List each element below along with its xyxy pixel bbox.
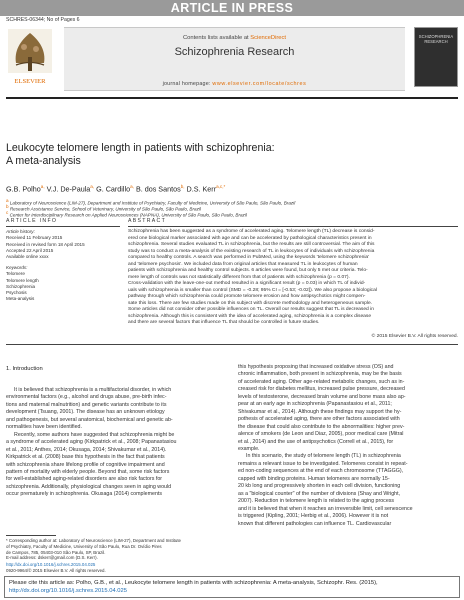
article-info-rule (6, 226, 120, 227)
title-line-1: Leukocyte telomere length in patients with schizophrenia: (6, 142, 275, 154)
keyword: Schizophrenia (6, 283, 36, 289)
body-line: levels of testosterone, decreased brain volume and bone mass also ap- (238, 393, 406, 400)
abstract-rule (128, 226, 458, 227)
citation-box (4, 576, 460, 598)
history-entry: Received 11 February 2015 (6, 235, 63, 241)
issn-line: 0920-9964/© 2015 Elsevier B.V. All rights reserved. (6, 567, 106, 573)
abstract-line: mere length of controls was not statistically different from that of patients with schizophrenia (p = 0.07). (128, 274, 350, 280)
keyword: Psychosis (6, 290, 27, 296)
body-line: of accelerated aging. Other age-related metabolic changes, such as in- (238, 378, 405, 385)
body-line: and it is believed that when it reaches an irreversible limit, cell senescence (238, 505, 413, 512)
corresponding-author-footnote (6, 538, 226, 561)
affiliation-text: Laboratory of Neuroscience (LIM-27), Department and Institute of Psychiatry, Faculty of Medicine, University of São Paulo, São Paulo, Brazil (9, 200, 296, 206)
body-line: example. (238, 445, 260, 452)
abstract-line: Cross-validation with the leave-one-out method resulted in a significant result (p = 0.03) in which TL of individ- (128, 281, 366, 286)
body-line: pattern of mortality with elderly people. Beyond that, some risk factors (6, 468, 170, 475)
author-name[interactable]: G. Cardillo (96, 184, 131, 194)
body-line: schizophrenia. Additionally, physiological changes seen in aging would (6, 483, 172, 490)
author-list (6, 184, 225, 193)
body-line: et al., 2011; Anthes, 2014; Okusaga, 2014; Shivakumar et al., 2014). (6, 446, 167, 453)
keyword: Telomere (6, 271, 25, 277)
body-line: alence of smokers (de Leon and Diaz, 2005), poor medical care (Mitral (238, 431, 404, 438)
cover-label: SCHIZOPHRENIA RESEARCH (418, 34, 454, 44)
sciencedirect-link[interactable]: ScienceDirect (250, 35, 287, 41)
journal-masthead (6, 27, 458, 91)
article-in-press-banner (0, 0, 464, 16)
citation-doi-link[interactable]: http://dx.doi.org/10.1016/j.schres.2015.04.025 (9, 588, 127, 595)
body-line: chronic inflammation, both present in schizophrenia, may be the basis (238, 371, 402, 378)
body-line: for well-established aging-related disorders are also risk factors for (6, 476, 163, 483)
abstract-heading: ABSTRACT (128, 218, 167, 224)
abstract-line: ered one biological marker associated with age and can be accelerated by pathological characteristics present in (128, 235, 372, 241)
journal-cover-thumbnail (414, 27, 458, 87)
homepage-line (64, 81, 405, 87)
body-line: occur prematurely in schizophrenia. Okusaga (2014) complements (6, 491, 163, 498)
affiliation-mark: b (6, 204, 9, 209)
abstract-line: and there are several factors that influence TL that should be controlled in future studies. (128, 320, 320, 325)
abstract-line: schizophrenia. Although this is consistent with the idea of accelerated aging, schizophrenia is a complex disease (128, 313, 372, 319)
history-entry: Accepted 22 April 2015 (6, 247, 54, 253)
copyright-notice: © 2015 Elsevier B.V. All rights reserved. (371, 334, 458, 339)
keywords (6, 265, 39, 303)
body-line: Shivakumar et al., 2014). Although these findings may support the hy- (238, 408, 402, 415)
footnote-email[interactable]: E-mail address: dskerr@gmail.com (D.S. Kerr). (6, 555, 98, 561)
author-affiliation-mark: b, (180, 184, 185, 189)
history-entry: Available online xxxx (6, 254, 49, 260)
affiliation-mark: c (6, 210, 9, 215)
author-affiliation-mark: a,c,* (216, 184, 226, 189)
body-line: normalities have been identified. (6, 424, 82, 431)
author-name[interactable]: D.S. Kerr (186, 184, 217, 194)
body-column-right (238, 364, 458, 528)
body-line: creased risk for diabetes mellitus, increased pulse pressure, decreased (238, 386, 405, 393)
body-line: tions and maternal malnutrition) and genetic variants contribute to its (6, 401, 167, 408)
footnote-line: of Psychiatry, Faculty of Medicine, University of São Paulo, Rua Dr. Ovídio Pires (6, 543, 162, 549)
body-line: and pathogenesis, but several anatomical, biochemical and genetic ab- (6, 416, 173, 423)
author-name[interactable]: V.J. De-Paula (46, 184, 91, 194)
body-line: environmental factors (e.g., alcohol and drugs abuse, pre-birth infec- (6, 394, 167, 401)
section-title-introduction: 1. Introduction (6, 366, 43, 372)
article-info-heading: ARTICLE INFO (6, 218, 58, 224)
abstract-line: pathway through which schizophrenia could promote telomere erosion and how antipsychotics might compen- (128, 294, 366, 299)
keyword: Meta-analysis (6, 296, 35, 302)
citation-text: Please cite this article as: Polho, G.B., et al., Leukocyte telomere length in patients with schizophrenia: A meta-analysis, Schizophr. Res. (2015), (9, 580, 378, 586)
doi-link[interactable]: http://dx.doi.org/10.1016/j.schres.2015.04.025 (6, 562, 96, 567)
body-line: It is believed that schizophrenia is a multifactorial disorder, in which (14, 387, 172, 393)
body-line: is triggered (Kipling, 2001; Herbig et al., 2006). However it is not (238, 513, 389, 520)
keyword: Telomere length (6, 277, 39, 283)
body-line: Recently, some authors have suggested that schizophrenia might be (14, 431, 175, 438)
homepage-link[interactable]: www.elsevier.com/locate/schres (212, 81, 307, 87)
homepage-prefix: journal homepage: (162, 81, 213, 87)
abstract-line: sate this loss. There are few studies made on this subject with discrete methodology and heterogeneous sample. (128, 300, 373, 306)
affiliation (6, 210, 247, 218)
abstract-line: Some articles did not consider other possible influences on TL. Overall our results suggest that TL is decreased in (128, 307, 374, 312)
doi-block (6, 562, 106, 574)
title-line-2: A meta-analysis (6, 155, 81, 168)
body-line: 20 kb long and progressively shorten in each cell division, functioning (238, 483, 401, 490)
keywords-heading: Keywords: (6, 265, 28, 270)
history-heading: Article history: (6, 229, 35, 234)
abstract-line: and 'telomere psychosis'. We included data from original articles that measured TL in leukocytes of human (128, 261, 358, 267)
abstract-line: study was to conduct a meta-analysis of the existing research of TL in leukocytes of individuals with schizophrenia (128, 248, 375, 254)
banner-text: ARTICLE IN PRESS (170, 1, 294, 15)
body-line: In this scenario, the study of telomere length (TL) in schizophrenia (246, 453, 401, 460)
author-name[interactable]: B. dos Santos (135, 184, 181, 194)
author-affiliation-mark: a, (130, 184, 134, 189)
article-title (6, 142, 458, 169)
abstract-line: schizophrenia. Several studies evaluated TL in schizophrenia, but the results are still controversial. The aim of this (128, 242, 375, 247)
abstract-line: Schizophrenia has been suggested as a syndrome of accelerated aging. Telomere length (TL) decrease is consid- (128, 229, 375, 234)
history-entry: Received in revised form 18 April 2015 (6, 241, 85, 247)
footnote-line: * Corresponding author at: Laboratory of Neuroscience (LIM-27), Department and Institute (6, 538, 181, 543)
body-line: this hypothesis proposing that increased oxidative stress (OS) and (238, 364, 394, 370)
body-line: et al., 2014) and the use of antipsychotics (Correll et al., 2015), for (238, 438, 394, 445)
author-name[interactable]: G.B. Polho (6, 184, 41, 194)
body-line: ed non-coding sequences at the end of each chromosome (TTAGGG), (238, 468, 404, 475)
abstract-text (128, 229, 458, 327)
abstract-line: compared to healthy controls. A search was performed in PubMed, using the keywords 'telomere schizophrenia' (128, 255, 370, 260)
author-affiliation-mark: a, (40, 184, 45, 189)
affiliation-text: Center for Interdisciplinary Research on Applied Neurosciences (NAPNA), University of São Paulo, São Paulo, Brazil (9, 212, 247, 218)
elsevier-logo (6, 27, 54, 87)
body-line: the disease that could also contribute to the abnormalities: higher prev- (238, 423, 405, 430)
abstract-bottom-rule (6, 344, 458, 345)
footnote-line: de Campos, 785, 05403-010 São Paulo, SP, Brazil. (6, 549, 106, 555)
body-line: 2007). Reduction in telomere length is related to the aging process (238, 498, 395, 505)
affiliation-text: Research Assistance Service, School of Veterinary, University of São Paulo, São Paulo, Brazil (9, 206, 201, 212)
body-line: as a "biological counter" of the number of divisions (Shay and Wright, (238, 490, 401, 497)
body-line: development (Tsuang, 2001). The disease has an unknown etiology (6, 409, 165, 416)
abstract-line: uals with schizophrenia is smaller than control (SMD = -0.28; 95% CI = [-0.53; -0.02]). We also propose a biological (128, 287, 377, 293)
footnote-rule (6, 535, 56, 536)
contents-line (64, 35, 405, 41)
masthead-rule (6, 97, 458, 99)
body-line: pothesis of accelerated aging, there are other factors associated with (238, 416, 400, 423)
journal-panel (64, 27, 405, 91)
pii-label: SCHRES-06344; No of Pages 6 (6, 17, 80, 23)
body-line: remains a relevant issue to be investigated. Telomeres consist in repeat- (238, 460, 408, 467)
abstract-line: patients with schizophrenia and healthy control subjects. 6 articles were found, but only 5 met our criteria. Telo- (128, 268, 368, 273)
body-line: Kirkpatrick et al. (2008) base this hypothesis in the fact that patients (6, 454, 165, 461)
body-line: with schizophrenia share lifelong profile of cognitive impairment and (6, 461, 165, 468)
article-history (6, 229, 85, 260)
body-line: known that different pathologies can influence TL. Cardiovascular (238, 520, 392, 527)
affiliation-mark: a (6, 198, 9, 203)
publisher-logo-text: ELSEVIER (14, 78, 46, 85)
body-column-left (6, 387, 226, 499)
body-line: a syndrome of accelerated aging (Kirkpatrick et al., 2008; Papanastasiou (6, 439, 177, 446)
body-line: capped with binding proteins. Human telomeres are normally 15- (238, 475, 390, 482)
contents-prefix: Contents lists available at (182, 35, 251, 41)
journal-title: Schizophrenia Research (174, 46, 295, 58)
author-affiliation-mark: a, (90, 184, 95, 189)
body-line: pear at an early age in schizophrenia (Papanastasiou et al., 2011; (238, 401, 392, 408)
